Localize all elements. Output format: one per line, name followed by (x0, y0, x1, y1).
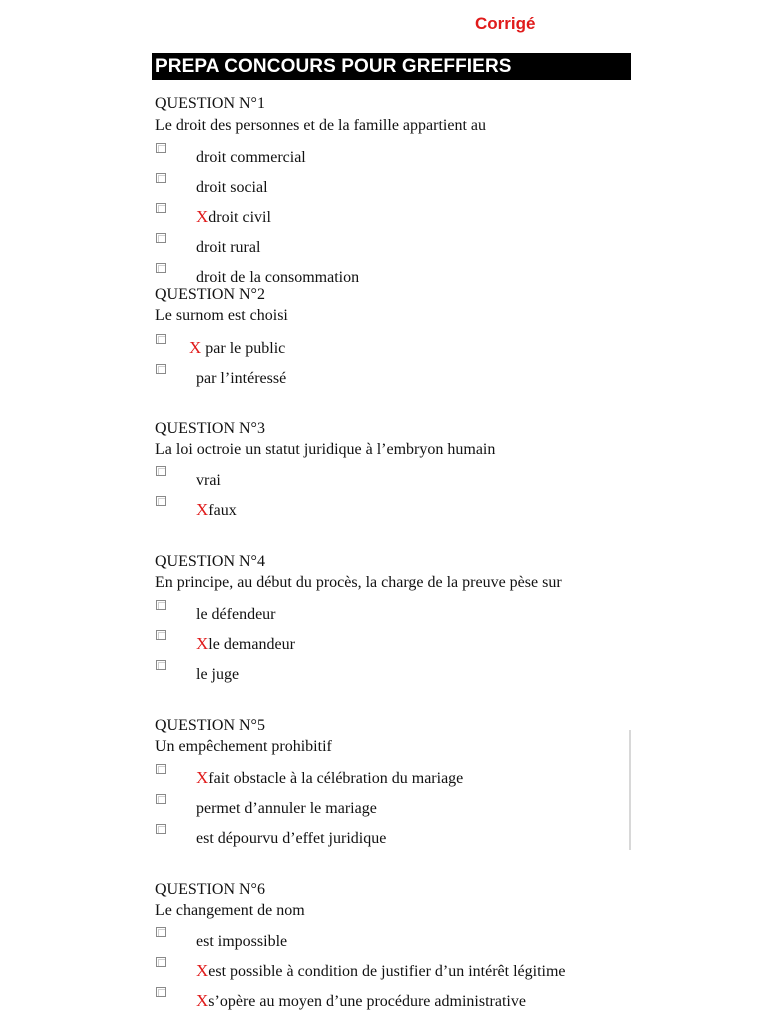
answer-mark: X (196, 634, 209, 653)
option-checkbox[interactable] (156, 364, 166, 374)
question-title: QUESTION N°4 (155, 553, 265, 570)
option-checkbox[interactable] (156, 824, 166, 834)
option-label: droit de la consommation (196, 269, 360, 286)
option-checkbox[interactable] (156, 173, 166, 183)
option-checkbox[interactable] (156, 987, 166, 997)
option-row (0, 824, 768, 848)
option-label: Xs’opère au moyen d’une procédure administrative (196, 991, 526, 1010)
option-row (0, 630, 768, 654)
option-label: X par le public (189, 338, 286, 357)
page-title-banner: PREPA CONCOURS POUR GREFFIERS (152, 53, 631, 80)
option-label: permet d’annuler le mariage (196, 800, 377, 817)
option-row (0, 987, 768, 1011)
option-row (0, 203, 768, 227)
option-checkbox[interactable] (156, 600, 166, 610)
question-text: Le surnom est choisi (155, 307, 288, 324)
question-text: La loi octroie un statut juridique à l’embryon humain (155, 441, 496, 458)
question-title: QUESTION N°3 (155, 420, 265, 437)
option-label: droit social (196, 179, 268, 196)
question-text: Un empêchement prohibitif (155, 738, 332, 755)
question-text: Le droit des personnes et de la famille appartient au (155, 117, 486, 134)
question-title: QUESTION N°5 (155, 717, 265, 734)
answer-mark: X (189, 338, 202, 357)
option-label: le défendeur (196, 606, 276, 623)
option-label: Xle demandeur (196, 634, 295, 653)
option-checkbox[interactable] (156, 794, 166, 804)
option-row (0, 466, 768, 490)
option-checkbox[interactable] (156, 263, 166, 273)
option-label: Xfait obstacle à la célébration du mariage (196, 768, 464, 787)
option-checkbox[interactable] (156, 203, 166, 213)
option-checkbox[interactable] (156, 764, 166, 774)
option-checkbox[interactable] (156, 143, 166, 153)
scan-edge-line (629, 730, 631, 850)
option-row (0, 263, 768, 287)
option-label: Xest possible à condition de justifier d’un intérêt légitime (196, 961, 566, 980)
corrige-label: Corrigé (475, 14, 536, 33)
option-checkbox[interactable] (156, 660, 166, 670)
option-checkbox[interactable] (156, 233, 166, 243)
option-label: Xfaux (196, 500, 237, 519)
option-checkbox[interactable] (156, 630, 166, 640)
option-row (0, 233, 768, 257)
question-title: QUESTION N°1 (155, 95, 265, 112)
question-text: En principe, au début du procès, la charge de la preuve pèse sur (155, 574, 562, 591)
answer-mark: X (196, 768, 209, 787)
answer-mark: X (196, 961, 209, 980)
option-row (0, 364, 768, 388)
option-checkbox[interactable] (156, 334, 166, 344)
answer-mark: X (196, 500, 209, 519)
option-label: est dépourvu d’effet juridique (196, 830, 387, 847)
option-row (0, 173, 768, 197)
option-label: vrai (196, 472, 221, 489)
option-row (0, 794, 768, 818)
option-label: est impossible (196, 933, 288, 950)
question-title: QUESTION N°6 (155, 881, 265, 898)
option-row (0, 927, 768, 951)
answer-mark: X (196, 207, 209, 226)
answer-mark: X (196, 991, 209, 1010)
option-row (0, 600, 768, 624)
option-row (0, 334, 768, 358)
option-checkbox[interactable] (156, 496, 166, 506)
option-row (0, 764, 768, 788)
option-row (0, 957, 768, 981)
option-checkbox[interactable] (156, 466, 166, 476)
option-label: droit rural (196, 239, 261, 256)
option-label: droit commercial (196, 149, 306, 166)
option-row (0, 660, 768, 684)
option-checkbox[interactable] (156, 957, 166, 967)
option-row (0, 496, 768, 520)
option-row (0, 143, 768, 167)
option-label: par l’intéressé (196, 370, 287, 387)
option-label: le juge (196, 666, 240, 683)
option-label: Xdroit civil (196, 207, 271, 226)
question-title: QUESTION N°2 (155, 286, 265, 303)
question-text: Le changement de nom (155, 902, 305, 919)
option-checkbox[interactable] (156, 927, 166, 937)
